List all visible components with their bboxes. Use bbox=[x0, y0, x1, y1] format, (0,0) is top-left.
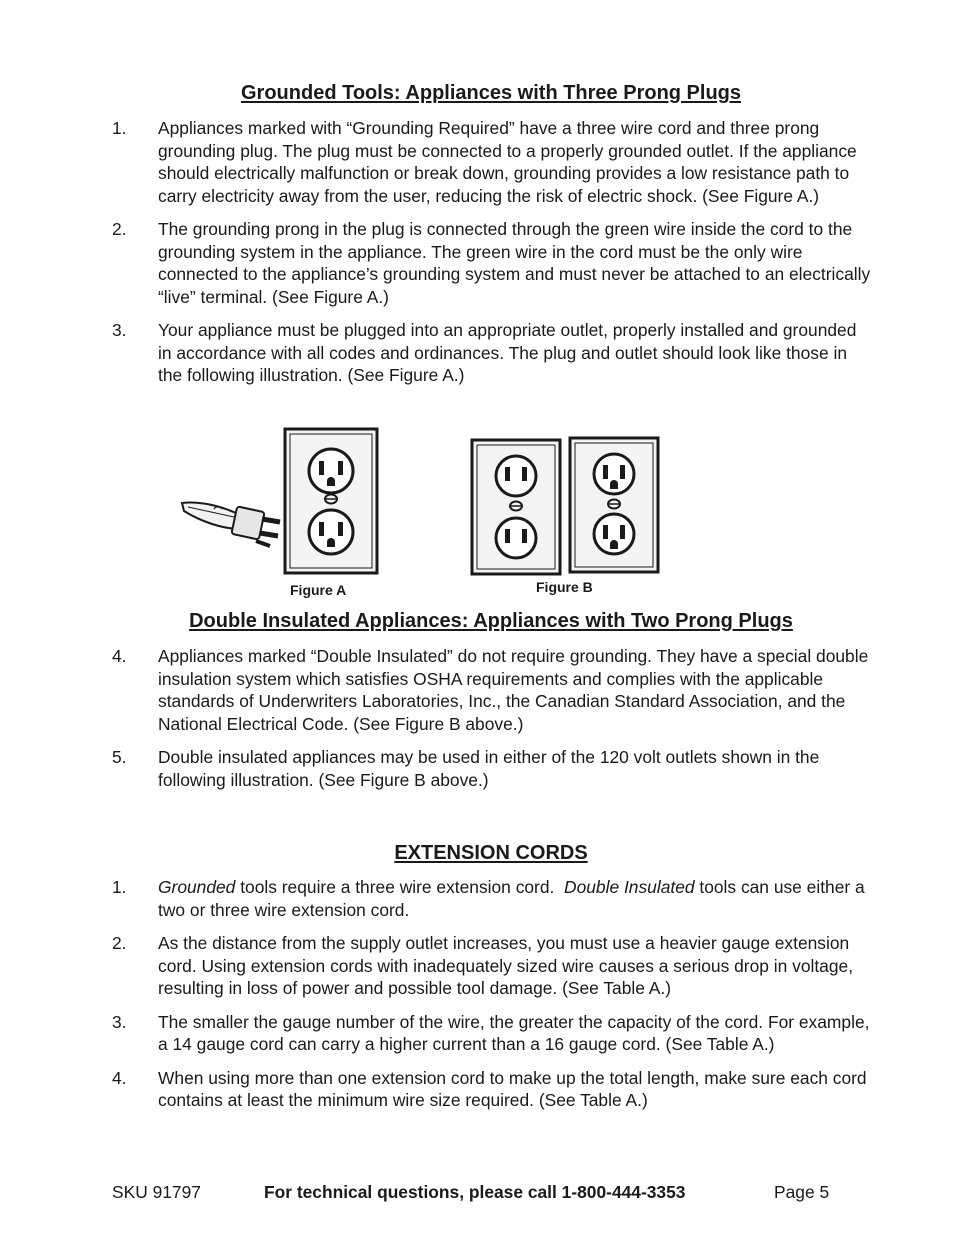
list-item bbox=[0, 218, 954, 308]
two-prong-outlet-icon bbox=[472, 440, 560, 574]
list-item bbox=[0, 645, 954, 735]
list-item bbox=[0, 1067, 954, 1112]
item-text bbox=[158, 876, 874, 921]
footer-page-number: Page 5 bbox=[774, 1182, 830, 1202]
emphasis-grounded: Grounded bbox=[158, 877, 236, 897]
list-item bbox=[0, 117, 954, 207]
three-prong-plug-icon bbox=[182, 502, 280, 546]
list-item bbox=[0, 746, 954, 791]
three-prong-outlet-icon bbox=[570, 438, 658, 572]
item-number: 2. bbox=[112, 933, 127, 953]
item-text-part: tools can use either a two or three wire extension cord. bbox=[158, 877, 865, 920]
extension-cords-list bbox=[0, 876, 954, 1112]
item-text: Appliances marked with “Grounding Required” have a three wire cord and three prong grounding plug. The plug must be connected to a properly grounded outlet. If the appliance should electrically malfunction or break down, grounding provides a low resistance path to carry electricity away from the user, reducing the risk of electric shock. (See Figure A.) bbox=[158, 118, 857, 206]
section-heading-double-insulated: Double Insulated Appliances: Appliances with Two Prong Plugs bbox=[189, 610, 793, 632]
item-text-part: tools require a three wire extension cord. bbox=[235, 877, 565, 897]
footer-sku: SKU 91797 bbox=[112, 1182, 201, 1202]
item-number: 3. bbox=[112, 1011, 127, 1032]
section-heading-extension-cords: EXTENSION CORDS bbox=[394, 842, 588, 864]
item-text: Your appliance must be plugged into an appropriate outlet, properly installed and grounded in accordance with all codes and ordinances. The plug and outlet should look like those in the following illustration. (See Figure A.) bbox=[158, 320, 857, 385]
grounded-outlet-icon bbox=[285, 429, 377, 573]
item-number: 2. bbox=[112, 219, 127, 239]
figure-a-caption: Figure A bbox=[290, 582, 347, 598]
item-text: When using more than one extension cord to make up the total length, make sure each cord contains at least the minimum wire size required. (See Table A.) bbox=[158, 1067, 867, 1110]
item-text: As the distance from the supply outlet increases, you must use a heavier gauge extension cord. Using extension cords with inadequately sized wire causes a serious drop in voltage, resulting in loss of power and possible tool damage. (See Table A.) bbox=[158, 933, 854, 998]
section-heading-grounded-tools: Grounded Tools: Appliances with Three Prong Plugs bbox=[240, 82, 742, 104]
emphasis-double-insulated: Double Insulated bbox=[564, 877, 695, 897]
item-number: 4. bbox=[112, 1067, 127, 1088]
item-text: The smaller the gauge number of the wire, the greater the capacity of the cord. For example, a 14 gauge cord can carry a higher current than a 16 gauge cord. (See Table A.) bbox=[158, 1011, 870, 1054]
figure-b-outlets-illustration bbox=[466, 434, 664, 578]
item-number: 1. bbox=[112, 877, 127, 897]
list-item bbox=[0, 932, 954, 1000]
grounded-tools-list bbox=[0, 117, 954, 387]
item-number: 1. bbox=[112, 118, 127, 138]
item-number: 4. bbox=[112, 646, 127, 666]
item-text: Appliances marked “Double Insulated” do not require grounding. They have a special double insulation system which satisfies OSHA requirements and complies with the applicable standards of Underwriters Laboratories, Inc., the Canadian Standard Association, and the National Electrical Code. (See Figure B above.) bbox=[158, 646, 869, 734]
item-text: Double insulated appliances may be used in either of the 120 volt outlets shown in the following illustration. (See Figure B above.) bbox=[158, 747, 820, 790]
figure-a-grounded-outlet-illustration bbox=[178, 425, 382, 577]
figure-b-caption: Figure B bbox=[536, 579, 593, 595]
double-insulated-list bbox=[0, 645, 954, 791]
list-item bbox=[0, 876, 954, 921]
list-item bbox=[0, 319, 954, 387]
item-text: The grounding prong in the plug is connected through the green wire inside the cord to the grounding system in the appliance. The green wire in the cord must be the only wire connected to the appliance’s grounding system and must never be attached to an electrically “live” terminal. (See Figure A.) bbox=[158, 219, 871, 307]
item-number: 5. bbox=[112, 747, 127, 767]
footer-tech-support: For technical questions, please call 1-800-444-3353 bbox=[264, 1182, 686, 1202]
list-item bbox=[0, 1011, 954, 1056]
item-number: 3. bbox=[112, 320, 127, 340]
